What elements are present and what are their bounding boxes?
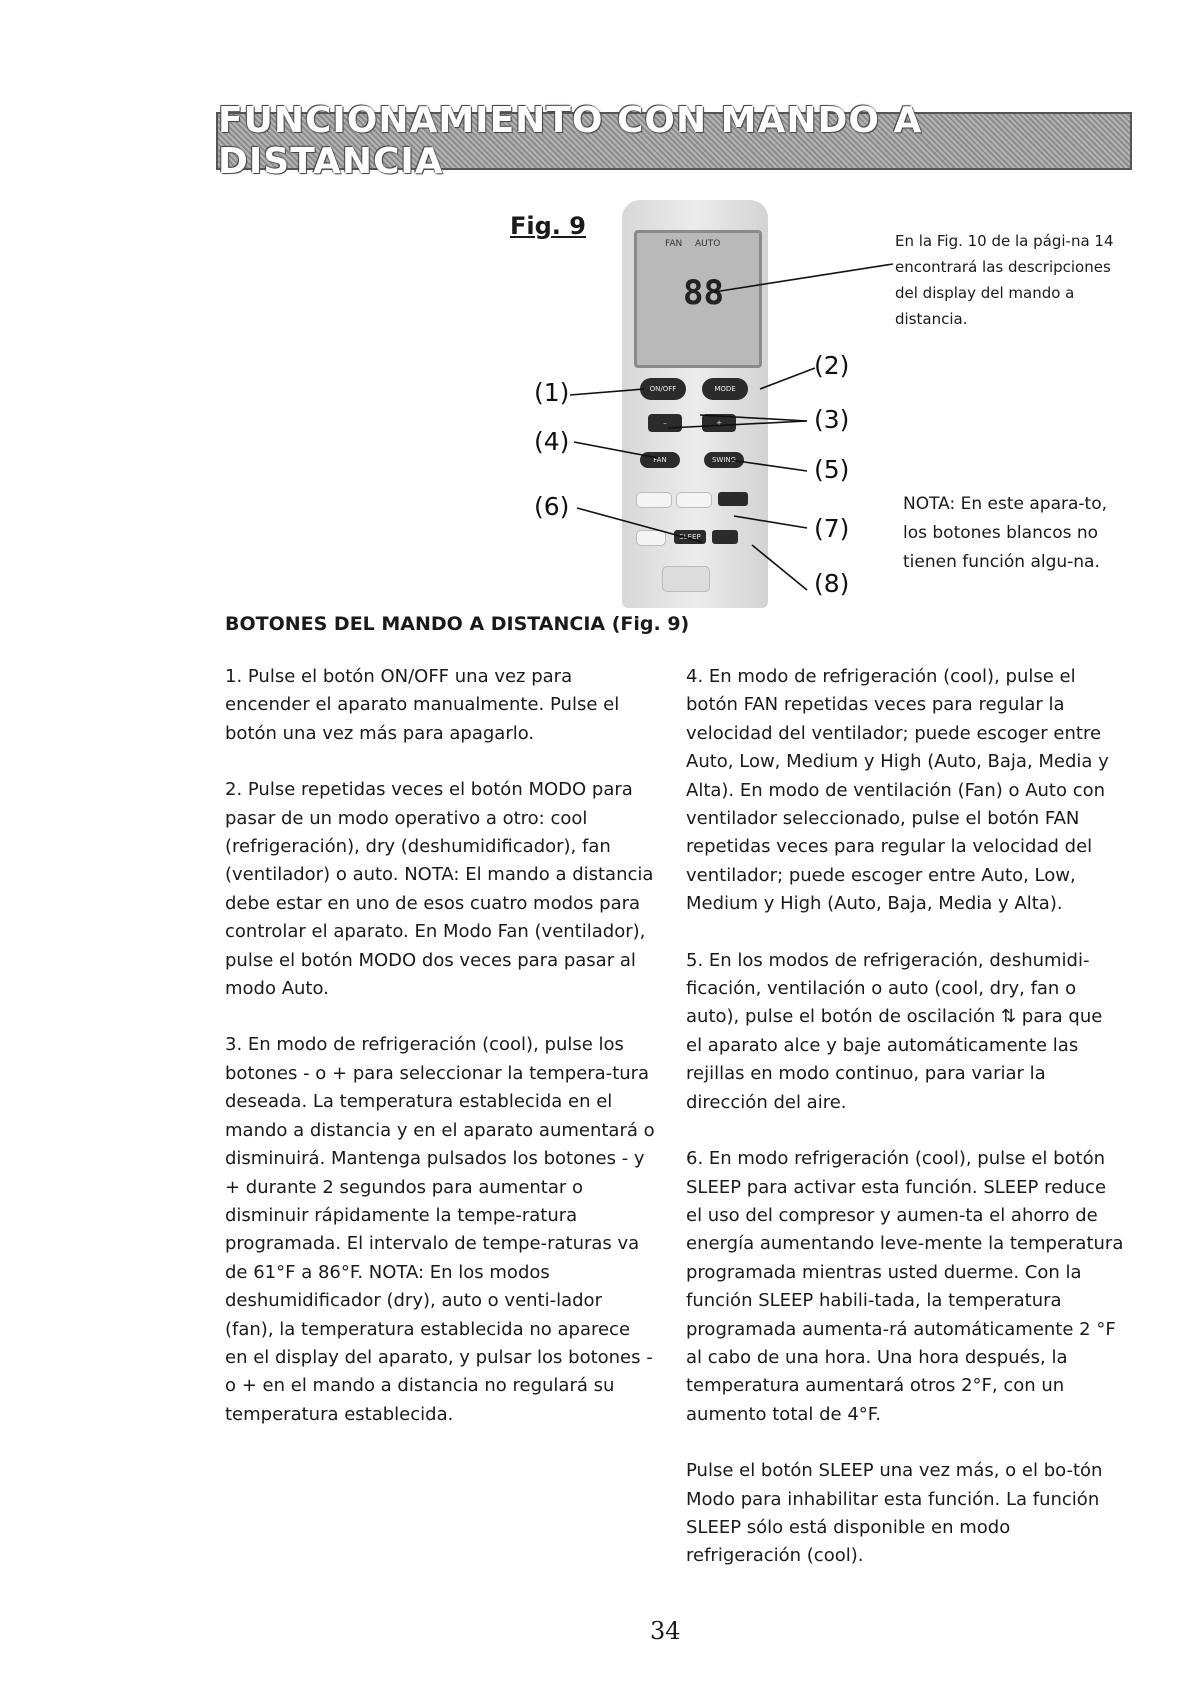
- paragraph-swing: 5. En los modos de refrigeración, deshumidi-ficación, ventilación o auto (cool, dry, fan o auto), pulse el botón de oscilación ⇅ para que el aparato alce y baje automáticamente las rejillas en modo continuo, para variar la dirección del aire.: [686, 949, 1103, 1113]
- paragraph-temperature: 3. En modo de refrigeración (cool), pulse los botones - o + para seleccionar la tempera-tura deseada. La temperatura establecida en el mando a distancia y en el aparato aumentará o disminuirá. Mantenga pulsados los botones - y + durante 2 segundos para aumentar o disminuir rápidamente la tempe-ratura programada. El intervalo de tempe-raturas va de 61°F a 86°F. NOTA: En los modos deshumidificador (dry), auto o venti-lador (fan), la temperatura establecida no aparece en el display del aparato, y pulsar los botones - o + en el mando a distancia no regulará su temperatura establecida.: [225, 1034, 655, 1425]
- leader-line-3b: [668, 421, 807, 428]
- display-note: En la Fig. 10 de la pági-na 14 encontrará las descripciones del display del mando a distancia.: [895, 232, 1114, 328]
- paragraph-fan: 4. En modo de refrigeración (cool), pulse el botón FAN repetidas veces para regular la velocidad del ventilador; puede escoger entre Auto, Low, Medium y High (Auto, Baja, Media y Alta). En modo de ventilación (Fan) o Auto con ventilador seleccionado, pulse el botón FAN repetidas veces para regular la velocidad del ventilador; puede escoger entre Auto, Low, Medium y High (Auto, Baja, Media y Alta).: [686, 666, 1109, 915]
- left-column: [225, 663, 655, 1457]
- paragraph-sleep-disable: Pulse el botón SLEEP una vez más, o el bo-tón Modo para inhabilitar esta función. La función SLEEP sólo está disponible en modo refrigeración (cool).: [686, 1460, 1103, 1567]
- leader-line-1: [570, 389, 644, 395]
- leader-line-7: [734, 516, 807, 528]
- leader-line-8: [752, 545, 807, 590]
- section-heading: BOTONES DEL MANDO A DISTANCIA (Fig. 9): [225, 613, 690, 635]
- display-mode-text: AUTO: [695, 239, 721, 249]
- callout-5: (5): [814, 455, 850, 484]
- leader-line-6: [577, 508, 702, 542]
- swing-button: SWING: [704, 452, 744, 468]
- plus-button: +: [702, 414, 736, 432]
- display-fan-text: FAN: [665, 239, 683, 249]
- leader-line-2: [760, 368, 815, 389]
- paragraph-on-off: 1. Pulse el botón ON/OFF una vez para encender el aparato manualmente. Pulse el botón una vez más para apagarlo.: [225, 666, 620, 744]
- callout-4: (4): [534, 427, 570, 456]
- callout-2: (2): [814, 351, 850, 380]
- paragraph-mode: 2. Pulse repetidas veces el botón MODO para pasar de un modo operativo a otro: cool (refrigeración), dry (deshumidificador), fan (ventilador) o auto. NOTA: El mando a distancia debe estar en uno de esos cuatro modos para controlar el aparato. En Modo Fan (ventilador), pulse el botón MODO dos veces para pasar al modo Auto.: [225, 779, 654, 1000]
- leader-line-5: [730, 460, 807, 471]
- figure-label: Fig. 9: [510, 212, 586, 240]
- minus-button: –: [648, 414, 682, 432]
- right-column: [686, 663, 1124, 1599]
- page-number: 34: [650, 1617, 681, 1645]
- on-off-button: ON/OFF: [640, 378, 686, 400]
- display-leader-line: [714, 264, 893, 292]
- leader-line-4: [574, 442, 658, 458]
- callout-8: (8): [814, 569, 850, 598]
- fan-button: FAN: [640, 452, 680, 468]
- banner-title: FUNCIONAMIENTO CON MANDO A DISTANCIA: [218, 100, 923, 182]
- callout-7: (7): [814, 514, 850, 543]
- callout-6: (6): [534, 492, 570, 521]
- mode-button: MODE: [702, 378, 748, 400]
- paragraph-sleep: 6. En modo refrigeración (cool), pulse el botón SLEEP para activar esta función. SLEEP reduce el uso del compresor y aumen-ta el ahorro de energía aumentando leve-mente la temperatura programada mientras usted duerme. Con la función SLEEP habili-tada, la temperatura programada aumenta-rá automáticamente 2 °F al cabo de una hora. Una hora después, la temperatura aumentará otros 2°F, con un aumento total de 4°F.: [686, 1148, 1124, 1425]
- leader-line-3a: [700, 415, 807, 421]
- callout-1: (1): [534, 378, 570, 407]
- callout-3: (3): [814, 405, 850, 434]
- sleep-button: SLEEP: [674, 530, 706, 544]
- white-buttons-note: NOTA: En este apara-to, los botones blancos no tienen función algu-na.: [903, 494, 1108, 572]
- display-digits: 88: [683, 273, 724, 313]
